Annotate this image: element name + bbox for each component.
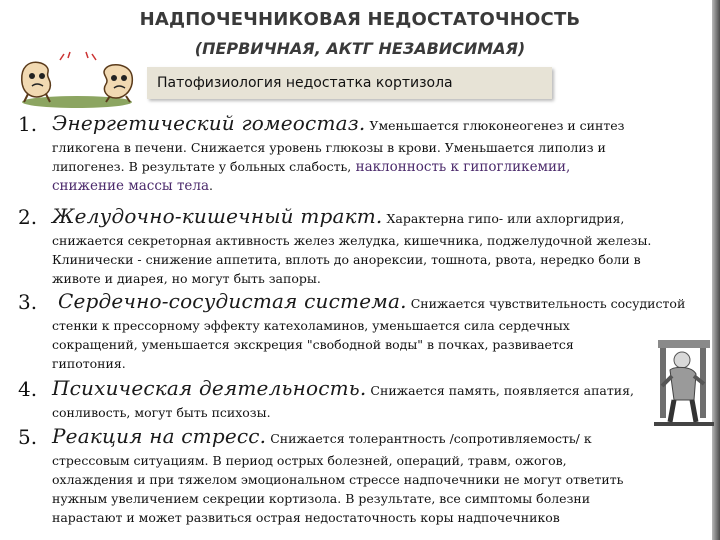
item-heading: Желудочно-кишечный тракт. [52, 204, 383, 228]
item-heading-line [58, 290, 685, 315]
item-number: 2. [18, 205, 38, 229]
item-first-text: Характерна гипо- или ахлоргидрия, [386, 211, 625, 226]
item-heading: Реакция на стресс. [52, 424, 267, 448]
item-heading-line [52, 205, 624, 230]
item-first-text: Снижается чувствительность сосудистой [410, 296, 686, 311]
item-line: Клинически - снижение аппетита, вплоть до анорексии, тошнота, рвота, нередко боли в [52, 252, 641, 267]
item-line: гипотония. [52, 356, 126, 371]
kidneys-cartoon-icon [12, 50, 142, 110]
item-heading-line [52, 112, 624, 137]
item-line: охлаждения и при тяжелом эмоциональном стрессе надпочечники не могут ответить [52, 472, 624, 487]
item-line: сонливость, могут быть психозы. [52, 405, 271, 420]
item-heading: Энергетический гомеостаз. [52, 111, 366, 135]
item-line: гликогена в печени. Снижается уровень глюкозы в крови. Уменьшается липолиз и [52, 140, 606, 155]
item-first-text: Снижается толерантность /сопротивляемость/ к [270, 431, 592, 446]
item-line: стрессовым ситуациям. В период острых болезней, операций, травм, ожогов, [52, 453, 567, 468]
section-banner: Патофизиология недостатка кортизола [147, 67, 552, 99]
item-heading-line [52, 425, 592, 450]
item-line: животе и диарея, но могут быть запоры. [52, 271, 321, 286]
item-number: 1. [18, 112, 38, 136]
item-first-text: Уменьшается глюконеогенез и синтез [369, 118, 625, 133]
item-line: стенки к прессорному эффекту катехоламинов, уменьшается сила сердечных [52, 318, 570, 333]
item-heading: Сердечно-сосудистая система. [58, 289, 407, 313]
item-line: снижается секреторная активность желез желудка, кишечника, поджелудочной железы. [52, 233, 652, 248]
item-heading-line [52, 377, 634, 402]
item-line: нарастают и может развиться острая недостаточность коры надпочечников [52, 510, 560, 525]
highlight-text: снижение массы тела [52, 178, 210, 194]
item-line: нужным увеличением секреции кортизола. В результате, все симптомы болезни [52, 491, 591, 506]
item-number: 5. [18, 425, 38, 449]
item-heading: Психическая деятельность. [52, 376, 367, 400]
item-line: сокращений, уменьшается экскреция "свободной воды" в почках, развивается [52, 337, 574, 352]
item-first-text: Снижается память, появляется апатия, [370, 383, 634, 398]
item-line-highlight [52, 176, 213, 196]
page-title: НАДПОЧЕЧНИКОВАЯ НЕДОСТАТОЧНОСТЬ [139, 9, 581, 30]
item-line: липогенез. В результате у больных слабость, [52, 159, 352, 174]
highlight-text: наклонность к гипогликемии, [351, 159, 571, 175]
item-line-with-highlight [52, 157, 570, 177]
page-subtitle: (ПЕРВИЧНАЯ, АКТГ НЕЗАВИСИМАЯ) [194, 39, 526, 58]
slide-right-border [712, 0, 720, 540]
item-number: 4. [18, 377, 38, 401]
tired-person-icon [652, 330, 716, 430]
period: . [209, 178, 214, 193]
item-number: 3. [18, 290, 38, 314]
